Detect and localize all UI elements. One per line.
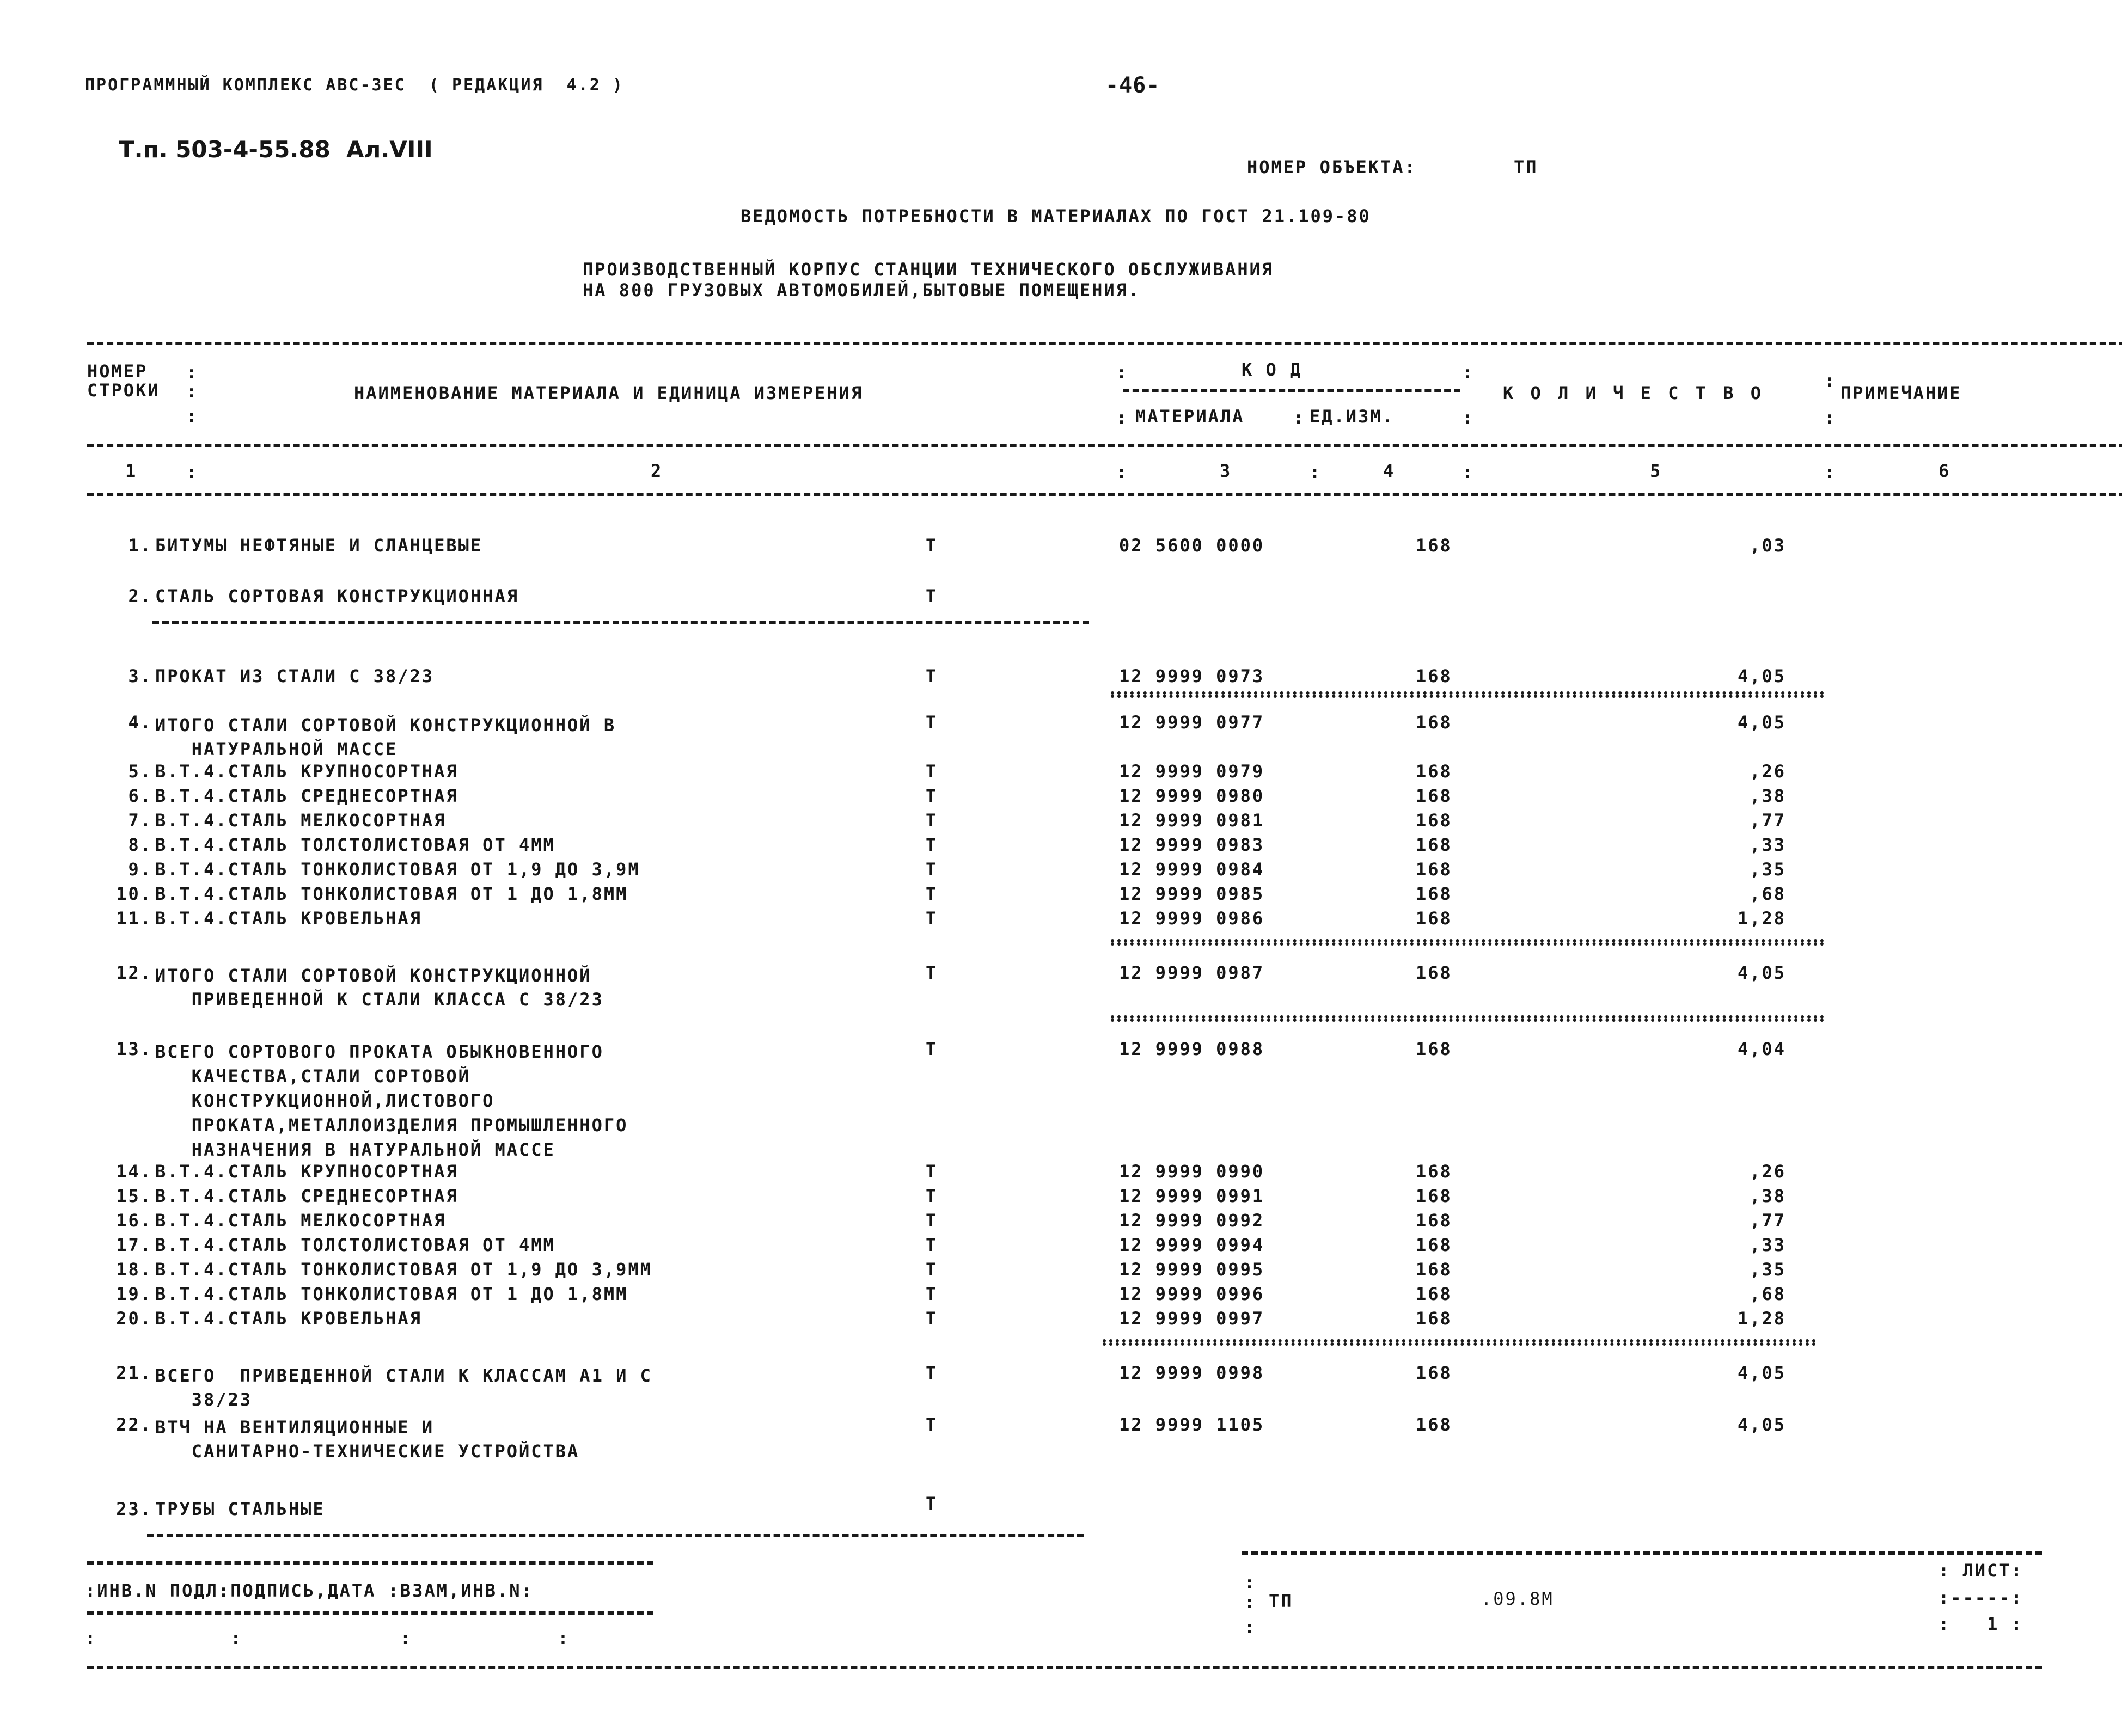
row-number: 5. — [128, 761, 152, 782]
row-number: 1. — [128, 535, 152, 556]
title-block-code: ТП — [1269, 1591, 1293, 1611]
row-number: 6. — [128, 786, 152, 806]
unit: Т — [926, 761, 938, 782]
quantity: ,33 — [1750, 1235, 1786, 1255]
separator: : — [1244, 1617, 1255, 1637]
separator: : — [1824, 370, 1835, 391]
material-name: В.Т.4.СТАЛЬ ТОНКОЛИСТОВАЯ ОТ 1 ДО 1,8ММ — [155, 1284, 628, 1304]
row-number: 21. — [116, 1363, 152, 1383]
row-number: 17. — [116, 1235, 152, 1255]
quantity: 4,05 — [1737, 712, 1786, 733]
group-rule — [152, 621, 1089, 624]
material-code: 12 9999 0979 — [1119, 761, 1265, 782]
row-number: 2. — [128, 586, 152, 606]
separator: : — [186, 406, 197, 426]
unit: Т — [926, 1186, 938, 1206]
title-block-top-rule — [1242, 1551, 2042, 1555]
quantity: ,26 — [1750, 1161, 1786, 1182]
material-code: 12 9999 0987 — [1119, 962, 1265, 983]
unit: Т — [926, 1210, 938, 1231]
stamp-mid-rule — [87, 1611, 653, 1615]
unit-code: 168 — [1416, 1259, 1452, 1280]
separator: : — [1293, 407, 1304, 428]
row-number: 14. — [116, 1161, 152, 1182]
row-number: 19. — [116, 1284, 152, 1304]
page-number: -46- — [1105, 73, 1160, 98]
quantity: ,26 — [1750, 761, 1786, 782]
material-name: В.Т.4.СТАЛЬ КРУПНОСОРТНАЯ — [155, 761, 458, 782]
row-number: 18. — [116, 1259, 152, 1280]
material-code: 12 9999 0997 — [1119, 1308, 1265, 1329]
column-header-code-group: К О Д — [1242, 359, 1302, 380]
column-header-unit-code: ЕД.ИЗМ. — [1310, 406, 1395, 427]
row-number: 16. — [116, 1210, 152, 1231]
separator: : — [1462, 362, 1473, 383]
unit-code: 168 — [1416, 666, 1452, 686]
title-block-date: .09.8М — [1481, 1588, 1554, 1609]
unit-code: 168 — [1416, 1186, 1452, 1206]
material-code: 12 9999 0988 — [1119, 1039, 1265, 1059]
unit: Т — [926, 1235, 938, 1255]
unit: Т — [926, 1363, 938, 1383]
unit: Т — [926, 712, 938, 733]
quantity: 1,28 — [1737, 908, 1786, 929]
quantity: ,03 — [1750, 535, 1786, 556]
material-code: 12 9999 0977 — [1119, 712, 1265, 733]
separator: : — [1310, 462, 1320, 482]
document-reference: Т.п. 503-4-55.88 Ал.VIII — [119, 136, 433, 163]
unit: Т — [926, 1414, 938, 1435]
unit-code: 168 — [1416, 1235, 1452, 1255]
quantity: ,33 — [1750, 835, 1786, 855]
quantity: 4,05 — [1737, 1363, 1786, 1383]
separator: : — [1462, 407, 1473, 428]
document-title: ВЕДОМОСТЬ ПОТРЕБНОСТИ В МАТЕРИАЛАХ ПО ГОСТ 21.109-80 — [741, 206, 1371, 226]
unit: Т — [926, 884, 938, 904]
subtotal-rule — [1111, 1015, 1824, 1022]
unit-code: 168 — [1416, 535, 1452, 556]
material-name: ВСЕГО СОРТОВОГО ПРОКАТА ОБЫКНОВЕННОГО КАЧЕСТВА,СТАЛИ СОРТОВОЙ КОНСТРУКЦИОННОЙ,ЛИСТОВОГО ПРОКАТА,МЕТАЛЛОИЗДЕЛИЯ ПРОМЫШЛЕННОГО НАЗНАЧЕНИЯ В НАТУРАЛЬНОЙ МАССЕ — [155, 1041, 628, 1160]
sheet-number: : 1 : — [1938, 1614, 2023, 1634]
row-number: 12. — [116, 962, 152, 983]
separator: : — [1824, 407, 1835, 428]
material-code: 12 9999 0986 — [1119, 908, 1265, 929]
column-header-quantity: К О Л И Ч Е С Т В О — [1503, 383, 1765, 403]
material-name: ИТОГО СТАЛИ СОРТОВОЙ КОНСТРУКЦИОННОЙ ПРИВЕДЕННОЙ К СТАЛИ КЛАССА С 38/23 — [155, 965, 604, 1010]
quantity: ,68 — [1750, 884, 1786, 904]
material-name: ИТОГО СТАЛИ СОРТОВОЙ КОНСТРУКЦИОННОЙ В НАТУРАЛЬНОЙ МАССЕ — [155, 715, 616, 759]
material-code: 12 9999 0995 — [1119, 1259, 1265, 1280]
material-name: В.Т.4.СТАЛЬ КРОВЕЛЬНАЯ — [155, 1308, 422, 1329]
row-number: 10. — [116, 884, 152, 904]
code-group-rule — [1123, 389, 1460, 392]
quantity: ,38 — [1750, 1186, 1786, 1206]
quantity: 1,28 — [1737, 1308, 1786, 1329]
column-number-1: 1 — [125, 461, 138, 481]
unit-code: 168 — [1416, 962, 1452, 983]
quantity: ,35 — [1750, 859, 1786, 880]
page-bottom-rule — [87, 1666, 2042, 1669]
unit: Т — [926, 1284, 938, 1304]
material-code: 12 9999 1105 — [1119, 1414, 1265, 1435]
separator: : — [1244, 1592, 1255, 1612]
separator: : — [1824, 462, 1835, 482]
quantity: 4,05 — [1737, 1414, 1786, 1435]
column-header-name: НАИМЕНОВАНИЕ МАТЕРИАЛА И ЕДИНИЦА ИЗМЕРЕНИЯ — [354, 383, 864, 403]
quantity: 4,05 — [1737, 962, 1786, 983]
subtotal-rule — [1111, 939, 1824, 946]
unit: Т — [926, 908, 938, 929]
material-code: 12 9999 0991 — [1119, 1186, 1265, 1206]
unit-code: 168 — [1416, 761, 1452, 782]
material-code: 12 9999 0985 — [1119, 884, 1265, 904]
group-rule — [147, 1534, 1084, 1537]
quantity: ,77 — [1750, 1210, 1786, 1231]
quantity: ,77 — [1750, 810, 1786, 831]
material-name: В.Т.4.СТАЛЬ ТОЛСТОЛИСТОВАЯ ОТ 4ММ — [155, 1235, 555, 1255]
unit-code: 168 — [1416, 1039, 1452, 1059]
quantity: ,38 — [1750, 786, 1786, 806]
material-code: 12 9999 0980 — [1119, 786, 1265, 806]
unit: Т — [926, 810, 938, 831]
material-name: БИТУМЫ НЕФТЯНЫЕ И СЛАНЦЕВЫЕ — [155, 535, 483, 556]
material-code: 12 9999 0998 — [1119, 1363, 1265, 1383]
row-number: 20. — [116, 1308, 152, 1329]
material-name: СТАЛЬ СОРТОВАЯ КОНСТРУКЦИОННАЯ — [155, 586, 519, 606]
material-code: 12 9999 0994 — [1119, 1235, 1265, 1255]
unit: Т — [926, 666, 938, 686]
row-number: 8. — [128, 835, 152, 855]
material-code: 12 9999 0981 — [1119, 810, 1265, 831]
unit-code: 168 — [1416, 835, 1452, 855]
material-name: В.Т.4.СТАЛЬ СРЕДНЕСОРТНАЯ — [155, 1186, 458, 1206]
material-name: ВТЧ НА ВЕНТИЛЯЦИОННЫЕ И САНИТАРНО-ТЕХНИЧЕСКИЕ УСТРОЙСТВА — [155, 1417, 580, 1462]
unit-code: 168 — [1416, 810, 1452, 831]
row-number: 9. — [128, 859, 152, 880]
unit-code: 168 — [1416, 884, 1452, 904]
row-number: 23. — [116, 1499, 152, 1519]
separator: : — [1116, 407, 1127, 428]
material-name: В.Т.4.СТАЛЬ ТОНКОЛИСТОВАЯ ОТ 1 ДО 1,8ММ — [155, 884, 628, 904]
sheet-label: : ЛИСТ: — [1938, 1560, 2023, 1581]
material-code: 12 9999 0983 — [1119, 835, 1265, 855]
material-code: 02 5600 0000 — [1119, 535, 1265, 556]
row-number: 22. — [116, 1414, 152, 1435]
object-value: ТП — [1514, 157, 1538, 177]
unit-code: 168 — [1416, 1308, 1452, 1329]
program-name: ПРОГРАММНЫЙ КОМПЛЕКС АВС-3ЕС ( РЕДАКЦИЯ 4.2 ) — [85, 76, 624, 95]
unit-code: 168 — [1416, 712, 1452, 733]
unit: Т — [926, 535, 938, 556]
document-subtitle-line-2: НА 800 ГРУЗОВЫХ АВТОМОБИЛЕЙ,БЫТОВЫЕ ПОМЕЩЕНИЯ. — [583, 280, 1141, 300]
row-number: 13. — [116, 1039, 152, 1059]
unit: Т — [926, 1308, 938, 1329]
table-header-rule — [87, 444, 2122, 447]
document-subtitle-line-1: ПРОИЗВОДСТВЕННЫЙ КОРПУС СТАНЦИИ ТЕХНИЧЕСКОГО ОБСЛУЖИВАНИЯ — [583, 259, 1274, 280]
material-code: 12 9999 0990 — [1119, 1161, 1265, 1182]
material-name: ВСЕГО ПРИВЕДЕННОЙ СТАЛИ К КЛАССАМ А1 И С 38/23 — [155, 1365, 652, 1410]
material-name: В.Т.4.СТАЛЬ МЕЛКОСОРТНАЯ — [155, 1210, 447, 1231]
unit-code: 168 — [1416, 859, 1452, 880]
separator: : — [1116, 362, 1127, 383]
column-header-row-no-2: СТРОКИ — [87, 380, 160, 401]
column-number-5: 5 — [1650, 461, 1662, 481]
row-number: 15. — [116, 1186, 152, 1206]
stamp-cells: : : : : — [85, 1628, 570, 1648]
unit: Т — [926, 1493, 938, 1514]
unit-code: 168 — [1416, 1284, 1452, 1304]
material-name: В.Т.4.СТАЛЬ ТОНКОЛИСТОВАЯ ОТ 1,9 ДО 3,9М — [155, 859, 640, 880]
row-number: 3. — [128, 666, 152, 686]
subtotal-rule — [1111, 691, 1824, 698]
table-header-bottom-rule — [87, 493, 2122, 496]
unit: Т — [926, 1039, 938, 1059]
material-name: ПРОКАТ ИЗ СТАЛИ С 38/23 — [155, 666, 435, 686]
material-name: В.Т.4.СТАЛЬ ТОНКОЛИСТОВАЯ ОТ 1,9 ДО 3,9ММ — [155, 1259, 652, 1280]
separator: : — [186, 381, 197, 402]
unit-code: 168 — [1416, 908, 1452, 929]
unit: Т — [926, 586, 938, 606]
unit: Т — [926, 835, 938, 855]
unit-code: 168 — [1416, 1363, 1452, 1383]
row-number: 11. — [116, 908, 152, 929]
unit: Т — [926, 859, 938, 880]
column-number-4: 4 — [1383, 461, 1396, 481]
unit: Т — [926, 786, 938, 806]
quantity: 4,05 — [1737, 666, 1786, 686]
row-number: 4. — [128, 712, 152, 733]
material-code: 12 9999 0973 — [1119, 666, 1265, 686]
table-top-rule — [87, 342, 2122, 345]
material-name: В.Т.4.СТАЛЬ КРОВЕЛЬНАЯ — [155, 908, 422, 929]
quantity: ,68 — [1750, 1284, 1786, 1304]
material-name: В.Т.4.СТАЛЬ ТОЛСТОЛИСТОВАЯ ОТ 4ММ — [155, 835, 555, 855]
unit-code: 168 — [1416, 1210, 1452, 1231]
unit: Т — [926, 1259, 938, 1280]
separator: : — [1244, 1572, 1255, 1593]
object-label: НОМЕР ОБЪЕКТА: — [1247, 157, 1417, 177]
stamp-top-rule — [87, 1561, 653, 1565]
quantity: 4,04 — [1737, 1039, 1786, 1059]
unit: Т — [926, 1161, 938, 1182]
material-code: 12 9999 0984 — [1119, 859, 1265, 880]
material-name: ТРУБЫ СТАЛЬНЫЕ — [155, 1499, 325, 1519]
material-code: 12 9999 0996 — [1119, 1284, 1265, 1304]
material-code: 12 9999 0992 — [1119, 1210, 1265, 1231]
unit-code: 168 — [1416, 786, 1452, 806]
separator: : — [1462, 462, 1473, 482]
material-name: В.Т.4.СТАЛЬ МЕЛКОСОРТНАЯ — [155, 810, 447, 831]
unit-code: 168 — [1416, 1414, 1452, 1435]
column-header-material-code: МАТЕРИАЛА — [1135, 406, 1245, 427]
separator: : — [186, 462, 197, 482]
separator: : — [186, 362, 197, 383]
material-name: В.Т.4.СТАЛЬ КРУПНОСОРТНАЯ — [155, 1161, 458, 1182]
unit-code: 168 — [1416, 1161, 1452, 1182]
material-name: В.Т.4.СТАЛЬ СРЕДНЕСОРТНАЯ — [155, 786, 458, 806]
stamp-header: :ИНВ.N ПОДЛ:ПОДПИСЬ,ДАТА :ВЗАМ,ИНВ.N: — [85, 1580, 534, 1601]
column-number-2: 2 — [651, 461, 663, 481]
quantity: ,35 — [1750, 1259, 1786, 1280]
column-number-3: 3 — [1220, 461, 1232, 481]
column-header-row-no: НОМЕР — [87, 361, 148, 382]
separator: : — [1116, 462, 1127, 482]
column-number-6: 6 — [1938, 461, 1951, 481]
column-header-note: ПРИМЕЧАНИЕ — [1840, 383, 1962, 403]
sheet-separator: :-----: — [1938, 1587, 2023, 1608]
subtotal-rule — [1103, 1339, 1816, 1346]
unit: Т — [926, 962, 938, 983]
row-number: 7. — [128, 810, 152, 831]
